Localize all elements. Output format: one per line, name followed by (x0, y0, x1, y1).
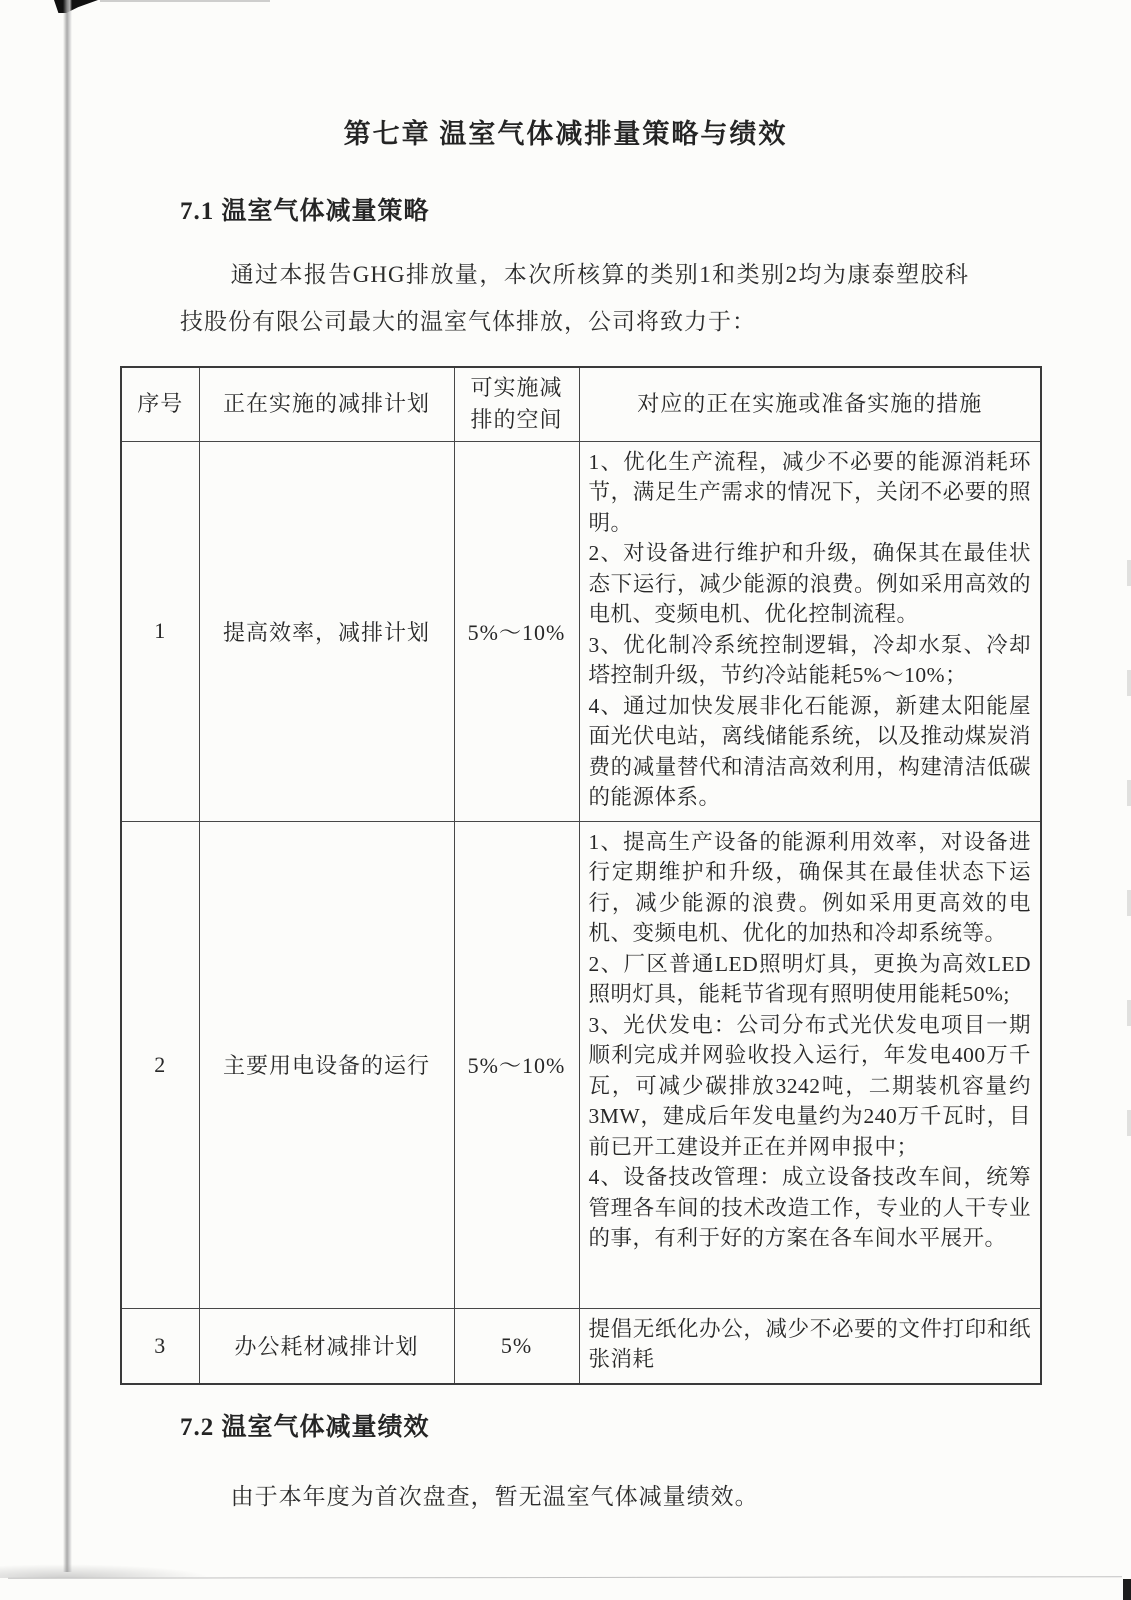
table-row (121, 821, 1041, 1308)
measure-item: 4、通过加快发展非化石能源，新建太阳能屋面光伏电站，离线储能系统，以及推动煤炭消费的减量替代和清洁高效利用，构建清洁低碳的能源体系。 (588, 693, 1031, 809)
cell-plan: 提高效率，减排计划 (199, 441, 454, 821)
header-cell-plan: 正在实施的减排计划 (199, 367, 454, 441)
measure-item: 3、光伏发电：公司分布式光伏发电项目一期顺利完成并网验收投入运行，年发电400万千瓦，可减少碳排放3242吨，二期装机容量约3MW，建成后年发电量约为240万千瓦时，目前已开工建设并正在并网申报中； (588, 1012, 1031, 1159)
measure-item: 提倡无纸化办公，减少不必要的文件打印和纸张消耗 (588, 1316, 1031, 1371)
cell-space: 5%～10% (454, 821, 579, 1308)
table-row (121, 441, 1041, 821)
measure-item: 1、提高生产设备的能源利用效率，对设备进行定期维护和升级，确保其在最佳状态下运行，减少能源的浪费。例如采用更高效的电机、变频电机、优化的加热和冷却系统等。 (588, 829, 1031, 945)
section-heading-7-2: 7.2 温室气体减量绩效 (180, 1413, 430, 1441)
cell-plan: 办公耗材减排计划 (199, 1308, 454, 1384)
table-header-row (121, 367, 1041, 441)
cell-no: 2 (121, 821, 199, 1308)
measure-item: 2、对设备进行维护和升级，确保其在最佳状态下运行，减少能源的浪费。例如采用高效的电机、变频电机、优化控制流程。 (588, 541, 1031, 626)
section-7-1-intro-paragraph: 通过本报告GHG排放量，本次所核算的类别1和类别2均为康泰塑胶科技股份有限公司最大的温室气体排放，公司将致力于： (180, 262, 969, 334)
cell-no: 3 (121, 1308, 199, 1384)
cell-measures (579, 441, 1041, 821)
emission-reduction-plan-table (120, 366, 1042, 1385)
table-row (121, 1308, 1041, 1384)
section-7-2-paragraph: 由于本年度为首次盘查，暂无温室气体减量绩效。 (230, 1483, 759, 1509)
cell-plan: 主要用电设备的运行 (199, 821, 454, 1308)
section-heading-7-1: 7.1 温室气体减量策略 (180, 198, 430, 225)
cell-space: 5% (454, 1308, 579, 1384)
measure-item: 4、设备技改管理：成立设备技改车间，统筹管理各车间的技术改造工作，专业的人干专业的事，有利于好的方案在各车间水平展开。 (588, 1165, 1031, 1250)
cell-space: 5%～10% (454, 441, 579, 821)
cell-measures (579, 1308, 1041, 1384)
measure-item: 2、厂区普通LED照明灯具，更换为高效LED照明灯具，能耗节省现有照明使用能耗50%; (588, 951, 1031, 1006)
cell-measures (579, 821, 1041, 1308)
chapter-title: 第七章 温室气体减排量策略与绩效 (343, 119, 788, 149)
measure-item: 3、优化制冷系统控制逻辑，冷却水泵、冷却塔控制升级，节约冷站能耗5%～10%； (588, 632, 1031, 687)
cell-no: 1 (121, 441, 199, 821)
header-cell-space: 可实施减排的空间 (454, 367, 579, 441)
header-cell-measures: 对应的正在实施或准备实施的措施 (579, 367, 1041, 441)
measure-item: 1、优化生产流程，减少不必要的能源消耗环节，满足生产需求的情况下，关闭不必要的照明。 (588, 449, 1031, 535)
header-cell-no: 序号 (121, 367, 199, 441)
